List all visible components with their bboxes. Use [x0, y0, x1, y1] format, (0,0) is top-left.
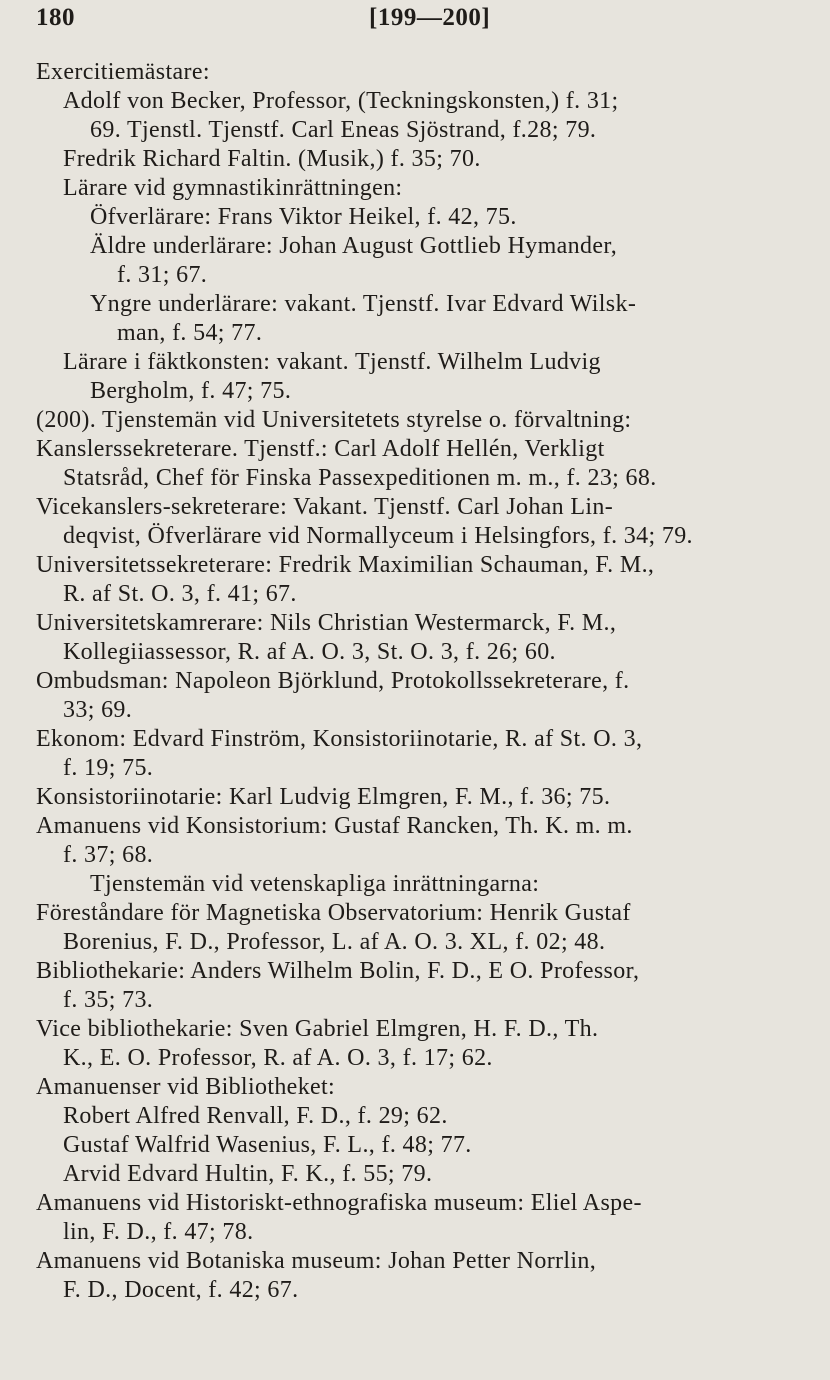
- text-line: Fredrik Richard Faltin. (Musik,) f. 35; 70.: [63, 146, 481, 172]
- text-line: Statsråd, Chef för Finska Passexpeditionen m. m., f. 23; 68.: [63, 465, 657, 491]
- text-line: Amanuens vid Botaniska museum: Johan Petter Norrlin,: [36, 1248, 597, 1274]
- text-line: Amanuens vid Konsistorium: Gustaf Rancken, Th. K. m. m.: [36, 813, 633, 839]
- text-line: Äldre underlärare: Johan August Gottlieb Hymander,: [90, 233, 618, 259]
- text-line: Ekonom: Edvard Finström, Konsistoriinotarie, R. af St. O. 3,: [36, 726, 643, 752]
- page-number: 180: [36, 4, 75, 31]
- text-line: Vicekanslers-sekreterare: Vakant. Tjenstf. Carl Johan Lin-: [36, 494, 614, 520]
- text-line: Robert Alfred Renvall, F. D., f. 29; 62.: [63, 1103, 448, 1129]
- text-line: Tjenstemän vid vetenskapliga inrättningarna:: [90, 871, 540, 897]
- text-line: Kollegiiassessor, R. af A. O. 3, St. O. 3, f. 26; 60.: [63, 639, 556, 665]
- text-line: Vice bibliothekarie: Sven Gabriel Elmgren, H. F. D., Th.: [36, 1016, 599, 1042]
- text-line: man, f. 54; 77.: [117, 320, 263, 346]
- text-line: Bergholm, f. 47; 75.: [90, 378, 292, 404]
- text-line: 69. Tjenstl. Tjenstf. Carl Eneas Sjöstrand, f.28; 79.: [90, 117, 597, 143]
- text-line: Universitetskamrerare: Nils Christian Westermarck, F. M.,: [36, 610, 617, 636]
- page-header: [0, 2, 830, 38]
- text-line: Föreståndare för Magnetiska Observatorium: Henrik Gustaf: [36, 900, 631, 926]
- text-line: Arvid Edvard Hultin, F. K., f. 55; 79.: [63, 1161, 433, 1187]
- text-line: Adolf von Becker, Professor, (Teckningskonsten,) f. 31;: [63, 88, 619, 114]
- text-line: Lärare i fäktkonsten: vakant. Tjenstf. Wilhelm Ludvig: [63, 349, 601, 375]
- text-line: f. 19; 75.: [63, 755, 154, 781]
- text-line: deqvist, Öfverlärare vid Normallyceum i Helsingfors, f. 34; 79.: [63, 523, 693, 549]
- text-line: f. 31; 67.: [117, 262, 208, 288]
- text-line: Amanuenser vid Bibliotheket:: [36, 1074, 336, 1100]
- text-line: Lärare vid gymnastikinrättningen:: [63, 175, 403, 201]
- text-line: f. 37; 68.: [63, 842, 154, 868]
- text-line: R. af St. O. 3, f. 41; 67.: [63, 581, 297, 607]
- text-line: lin, F. D., f. 47; 78.: [63, 1219, 254, 1245]
- text-line: Amanuens vid Historiskt-ethnografiska museum: Eliel Aspe-: [36, 1190, 642, 1216]
- section-range: [199—200]: [369, 4, 491, 31]
- text-line: Öfverlärare: Frans Viktor Heikel, f. 42, 75.: [90, 204, 517, 230]
- text-line: Borenius, F. D., Professor, L. af A. O. 3. XL, f. 02; 48.: [63, 929, 606, 955]
- text-line: Universitetssekreterare: Fredrik Maximilian Schauman, F. M.,: [36, 552, 655, 578]
- text-line: Konsistoriinotarie: Karl Ludvig Elmgren, F. M., f. 36; 75.: [36, 784, 611, 810]
- text-line: f. 35; 73.: [63, 987, 154, 1013]
- text-line: Exercitiemästare:: [36, 59, 210, 85]
- text-line: Yngre underlärare: vakant. Tjenstf. Ivar Edvard Wilsk-: [90, 291, 637, 317]
- text-line: Ombudsman: Napoleon Björklund, Protokollssekreterare, f.: [36, 668, 630, 694]
- text-line: (200). Tjenstemän vid Universitetets styrelse o. förvaltning:: [36, 407, 632, 433]
- text-line: F. D., Docent, f. 42; 67.: [63, 1277, 299, 1303]
- text-line: 33; 69.: [63, 697, 133, 723]
- text-line: Bibliothekarie: Anders Wilhelm Bolin, F. D., E O. Professor,: [36, 958, 640, 984]
- text-line: Gustaf Walfrid Wasenius, F. L., f. 48; 77.: [63, 1132, 472, 1158]
- text-line: K., E. O. Professor, R. af A. O. 3, f. 17; 62.: [63, 1045, 493, 1071]
- text-line: Kanslerssekreterare. Tjenstf.: Carl Adolf Hellén, Verkligt: [36, 436, 605, 462]
